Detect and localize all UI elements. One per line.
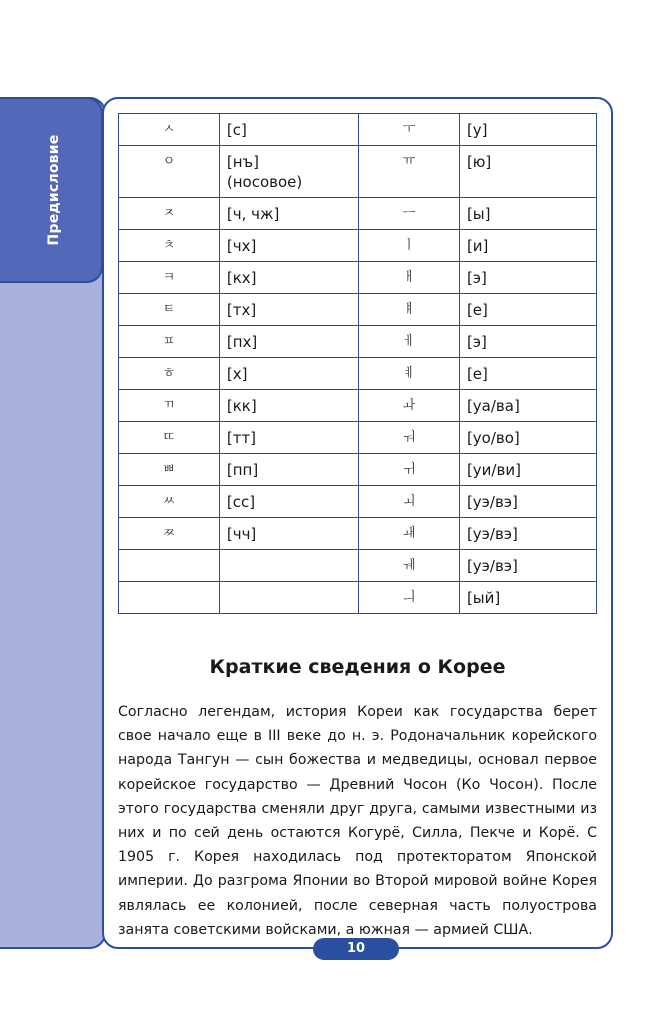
consonant-cell: ㄲ — [119, 390, 220, 422]
table-row — [119, 262, 597, 294]
consonant-cell: ㅆ — [119, 486, 220, 518]
table-row — [119, 230, 597, 262]
consonant-sound-cell — [219, 550, 358, 582]
vowel-sound-cell: [уэ/вэ] — [459, 486, 596, 518]
vowel-cell: ㅒ — [359, 294, 460, 326]
consonant-cell: ㅉ — [119, 518, 220, 550]
vowel-sound-cell: [ый] — [459, 582, 596, 614]
vowel-cell: ㅟ — [359, 454, 460, 486]
consonant-cell: ㅋ — [119, 262, 220, 294]
vowel-sound-cell: [уэ/вэ] — [459, 518, 596, 550]
consonant-sound-cell: [кк] — [219, 390, 358, 422]
table-row — [119, 390, 597, 422]
alphabet-table — [118, 113, 597, 614]
consonant-cell: ㄸ — [119, 422, 220, 454]
vowel-cell: ㅣ — [359, 230, 460, 262]
consonant-sound-cell — [219, 582, 358, 614]
vowel-cell: ㅝ — [359, 422, 460, 454]
consonant-cell — [119, 582, 220, 614]
sidebar-tab-label: Предисловие — [46, 134, 62, 246]
section-body-text: Согласно легендам, история Кореи как государства берет свое начало еще в III веке до н. э. Родоначальник корейского народа Тангун — сын божества и медведицы, основал первое корейское государство — Древний Чосон (Ко Чосон). После этого государства сменяли друг друга, самыми известными из них и по сей день остаются Когурё, Силла, Пекче и Корё. С 1905 г. Корея находилась под протекторатом Японской империи. До разгрома Японии во Второй мировой войне Корея являлась ее колонией, после северная часть полуострова занята советскими войсками, а южная — армией США. — [118, 704, 597, 938]
consonant-cell: ㅌ — [119, 294, 220, 326]
page-number: 10 — [313, 938, 399, 960]
table-row — [119, 198, 597, 230]
consonant-sound-cell: [с] — [219, 114, 358, 146]
vowel-cell: ㅠ — [359, 146, 460, 198]
vowel-sound-cell: [уа/ва] — [459, 390, 596, 422]
table-row — [119, 454, 597, 486]
vowel-cell: ㅞ — [359, 550, 460, 582]
section-title: Краткие сведения о Корее — [209, 656, 506, 678]
consonant-cell: ㅈ — [119, 198, 220, 230]
consonant-sound-cell: [тт] — [219, 422, 358, 454]
vowel-sound-cell: [ю] — [459, 146, 596, 198]
table-row — [119, 326, 597, 358]
consonant-cell: ㅊ — [119, 230, 220, 262]
consonant-sound-cell: [ч, чж] — [219, 198, 358, 230]
vowel-cell: ㅐ — [359, 262, 460, 294]
table-row — [119, 358, 597, 390]
vowel-sound-cell: [уи/ви] — [459, 454, 596, 486]
vowel-cell: ㅙ — [359, 518, 460, 550]
consonant-cell: ㅎ — [119, 358, 220, 390]
consonant-cell: ㅃ — [119, 454, 220, 486]
vowel-cell: ㅜ — [359, 114, 460, 146]
consonant-cell: ㅇ — [119, 146, 220, 198]
vowel-sound-cell: [э] — [459, 262, 596, 294]
consonant-sound-cell: [кх] — [219, 262, 358, 294]
consonant-cell — [119, 550, 220, 582]
vowel-cell: ㅢ — [359, 582, 460, 614]
table-row — [119, 582, 597, 614]
consonant-sound-cell: [пх] — [219, 326, 358, 358]
consonant-sound-cell: [чч] — [219, 518, 358, 550]
consonant-sound-cell: [тх] — [219, 294, 358, 326]
table-row — [119, 518, 597, 550]
vowel-cell: ㅖ — [359, 358, 460, 390]
table-row — [119, 146, 597, 198]
vowel-cell: ㅚ — [359, 486, 460, 518]
consonant-sound-cell: [х] — [219, 358, 358, 390]
vowel-sound-cell: [е] — [459, 294, 596, 326]
consonant-sound-cell: [пп] — [219, 454, 358, 486]
vowel-sound-cell: [и] — [459, 230, 596, 262]
table-row — [119, 550, 597, 582]
vowel-cell: ㅔ — [359, 326, 460, 358]
vowel-cell: ㅘ — [359, 390, 460, 422]
consonant-cell: ㅍ — [119, 326, 220, 358]
vowel-sound-cell: [у] — [459, 114, 596, 146]
consonant-cell: ㅅ — [119, 114, 220, 146]
consonant-sound-cell: [нъ] (носовое) — [219, 146, 358, 198]
vowel-sound-cell: [уо/во] — [459, 422, 596, 454]
table-row — [119, 486, 597, 518]
consonant-sound-cell: [чх] — [219, 230, 358, 262]
table-row — [119, 114, 597, 146]
vowel-sound-cell: [е] — [459, 358, 596, 390]
vowel-cell: ㅡ — [359, 198, 460, 230]
vowel-sound-cell: [э] — [459, 326, 596, 358]
table-row — [119, 422, 597, 454]
table-row — [119, 294, 597, 326]
vowel-sound-cell: [ы] — [459, 198, 596, 230]
consonant-sound-cell: [сс] — [219, 486, 358, 518]
vowel-sound-cell: [уэ/вэ] — [459, 550, 596, 582]
